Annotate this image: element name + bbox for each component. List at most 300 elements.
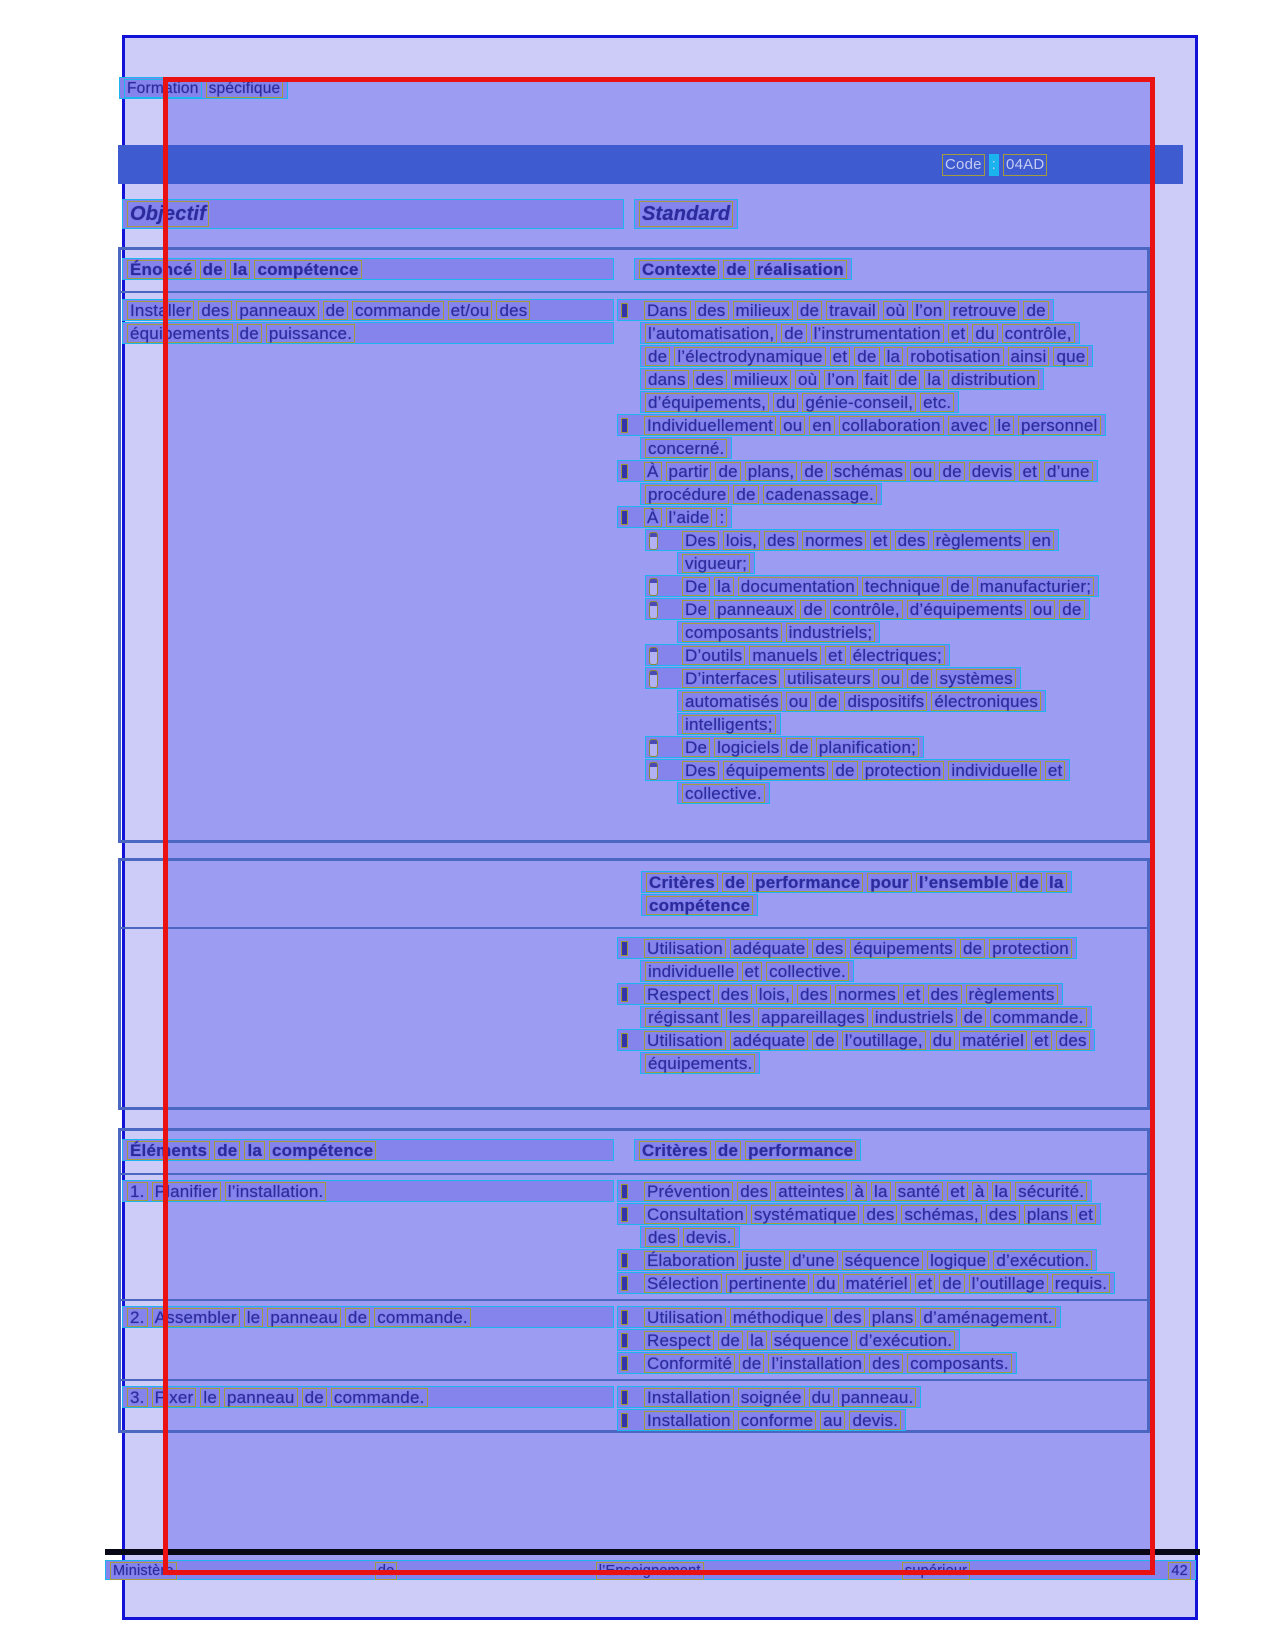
word-box: De (682, 738, 710, 757)
word-box: panneau (267, 1308, 341, 1327)
word-box: Standard (639, 201, 733, 227)
word-box: de (733, 485, 758, 504)
sub-bullet-marker (649, 601, 658, 619)
word-box: de (1023, 301, 1048, 320)
word-box: appareillages (758, 1008, 868, 1027)
word-box: de (237, 324, 262, 343)
word-box: Ministère (110, 1562, 177, 1580)
bullet-marker (621, 1310, 628, 1325)
bullet-line (617, 506, 732, 528)
bullet-line (617, 1386, 921, 1408)
word-box: robotisation (907, 347, 1003, 366)
word-box: individuelle (948, 761, 1041, 780)
word-box: d’équipements, (645, 393, 769, 412)
bullet-continuation-line (640, 322, 1080, 344)
table-row (121, 1173, 1147, 1299)
word-box: D’interfaces (682, 669, 780, 688)
word-box: de (723, 260, 749, 279)
word-box: plans (869, 1308, 917, 1327)
code-word-box: 04AD (1003, 154, 1047, 176)
word-box: intelligents; (682, 715, 776, 734)
standard-heading (634, 199, 738, 230)
word-box: de (214, 1141, 240, 1160)
word-box: équipements (723, 761, 829, 780)
criteres-cell (617, 1180, 1147, 1295)
word-box: plans, (745, 462, 798, 481)
word-box: Conformité (644, 1354, 735, 1373)
word-box: des (496, 301, 530, 320)
bullet-continuation-line (640, 1052, 760, 1074)
word-box: atteintes (775, 1182, 847, 1201)
word-box: de (801, 462, 826, 481)
word-box: panneau. (838, 1388, 917, 1407)
word-box: de (961, 1008, 986, 1027)
word-box: et (742, 962, 763, 981)
word-box: industriels; (786, 623, 876, 642)
word-box: des (1056, 1031, 1090, 1050)
bullet-line (645, 736, 924, 758)
word-box: distribution (948, 370, 1039, 389)
bullet-line (617, 414, 1106, 436)
word-box: l’outillage (969, 1274, 1048, 1293)
word-box: Installer (127, 301, 194, 320)
header-note (119, 77, 288, 100)
word-box: de (939, 1274, 964, 1293)
word-box: de (718, 1331, 743, 1350)
word-box: Formation (124, 79, 202, 98)
sub-bullet-marker (649, 670, 658, 688)
word-box: procédure (645, 485, 729, 504)
table-elements-header-row (121, 1131, 1147, 1173)
word-box: et (1019, 462, 1040, 481)
word-box: concerné. (645, 439, 727, 458)
bullet-line (617, 1249, 1097, 1271)
word-box: que (1053, 347, 1088, 366)
word-box: collective. (766, 962, 849, 981)
word-box: où (795, 370, 820, 389)
word-box: d’une (1044, 462, 1093, 481)
word-box: panneau (224, 1388, 298, 1407)
word-box: automatisés (682, 692, 782, 711)
word-box: d’exécution. (856, 1331, 955, 1350)
bullet-marker (621, 418, 628, 433)
element-line (122, 1180, 614, 1202)
word-box: de (375, 1562, 398, 1580)
word-box: des (764, 531, 798, 550)
word-box: l’installation. (225, 1182, 327, 1201)
word-box: conforme (738, 1411, 816, 1430)
word-box: séquence (842, 1251, 923, 1270)
element-line (122, 1386, 614, 1408)
word-box: 1. (127, 1182, 148, 1201)
word-box: des (831, 1308, 865, 1327)
word-box: cadenassage. (763, 485, 877, 504)
word-box: commande. (331, 1388, 428, 1407)
word-box: De (682, 600, 710, 619)
element-cell (121, 1386, 617, 1432)
word-box: d’aménagement. (920, 1308, 1055, 1327)
table-elements-col1-header (121, 1139, 617, 1173)
word-box: normes (835, 985, 899, 1004)
word-box: à (851, 1182, 867, 1201)
word-box: commande. (990, 1008, 1087, 1027)
word-box: et (947, 1182, 968, 1201)
word-box: logique (927, 1251, 989, 1270)
word-box: Utilisation (644, 1031, 726, 1050)
word-box: de (960, 939, 985, 958)
word-box: de (786, 738, 811, 757)
word-box: et (903, 985, 924, 1004)
word-box: l’Enseignement (596, 1562, 704, 1580)
word-box: règlements (933, 531, 1025, 550)
word-box: supérieur (902, 1562, 970, 1580)
word-box: Respect (644, 1331, 714, 1350)
word-box: réalisation (754, 260, 847, 279)
word-box: ou (910, 462, 935, 481)
word-box: et/ou (448, 301, 493, 320)
word-box: des (812, 939, 846, 958)
word-box: milieux (731, 370, 791, 389)
word-box: collective. (682, 784, 765, 803)
word-box: dispositifs (844, 692, 927, 711)
bullet-line (645, 667, 1021, 689)
word-box: l’automatisation, (645, 324, 777, 343)
word-box: des (986, 1205, 1020, 1224)
bullet-continuation-line (677, 690, 1046, 712)
element-cell (121, 1306, 617, 1375)
contexte-cell (617, 299, 1147, 805)
word-box: de (645, 347, 670, 366)
word-box: le (994, 416, 1014, 435)
word-box: du (930, 1031, 955, 1050)
word-box: de (895, 370, 920, 389)
standard-line (634, 199, 738, 229)
word-box: en (1029, 531, 1054, 550)
word-box: schémas, (901, 1205, 981, 1224)
word-box: composants. (907, 1354, 1012, 1373)
element-cell (121, 1180, 617, 1295)
word-box: la (871, 1182, 891, 1201)
sub-bullet-marker (649, 532, 658, 550)
sub-bullet-marker (649, 762, 658, 780)
word-box: pour (867, 873, 912, 892)
bullet-continuation-line (677, 782, 770, 804)
word-box: la (884, 347, 904, 366)
word-box: Des (682, 761, 719, 780)
word-box: : (716, 508, 727, 527)
word-box: protection (862, 761, 945, 780)
bullet-continuation-line (640, 345, 1093, 367)
footer-rule (105, 1549, 1200, 1555)
word-box: systématique (751, 1205, 860, 1224)
word-box: Utilisation (644, 1308, 726, 1327)
word-box: séquence (771, 1331, 852, 1350)
bullet-continuation-line (677, 713, 781, 735)
word-box: de (854, 347, 879, 366)
word-box: Éléments (127, 1141, 210, 1160)
table-elements (118, 1128, 1150, 1433)
word-box: santé (895, 1182, 944, 1201)
criteres-cell (617, 1386, 1147, 1432)
word-box: personnel (1018, 416, 1100, 435)
footer-line (105, 1560, 1196, 1580)
word-box: performance (752, 873, 863, 892)
word-box: des (797, 985, 831, 1004)
word-box: lois, (723, 531, 760, 550)
word-box: de (815, 692, 840, 711)
bullet-line (645, 598, 1090, 620)
bullet-continuation-line (640, 960, 854, 982)
word-box: équipements (127, 324, 233, 343)
bullet-continuation-line (677, 552, 755, 574)
word-box: des (695, 301, 729, 320)
word-box: la (230, 260, 251, 279)
word-box: À (644, 508, 662, 527)
bullet-line (617, 1409, 906, 1431)
word-box: ou (786, 692, 811, 711)
word-box: des (928, 985, 962, 1004)
word-box: vigueur; (682, 554, 750, 573)
word-box: Contexte (639, 260, 719, 279)
word-box: génie-conseil, (802, 393, 916, 412)
word-box: Utilisation (644, 939, 726, 958)
word-box: et (870, 531, 891, 550)
word-box: adéquate (730, 939, 809, 958)
word-box: des (718, 985, 752, 1004)
word-box: spécifique (206, 79, 284, 98)
word-box: devis. (849, 1411, 901, 1430)
word-box: de (800, 600, 825, 619)
word-box: la (992, 1182, 1012, 1201)
word-box: des (869, 1354, 903, 1373)
word-box: Dans (644, 301, 691, 320)
word-box: travail (826, 301, 879, 320)
word-box: systèmes (936, 669, 1015, 688)
word-box: des (895, 531, 929, 550)
bullet-line (617, 1029, 1095, 1051)
word-box: Sélection (644, 1274, 722, 1293)
column-header-line (634, 258, 852, 280)
table-row (121, 1379, 1147, 1436)
word-box: le (200, 1388, 220, 1407)
table-enonce-col1-header (121, 258, 617, 291)
word-box: ou (1030, 600, 1055, 619)
bullet-line (617, 1203, 1101, 1225)
word-box: De (682, 577, 710, 596)
word-box: planification; (816, 738, 919, 757)
code-word-box: Code (942, 154, 985, 176)
word-box: panneaux (236, 301, 318, 320)
word-box: collaboration (839, 416, 944, 435)
word-box: de (812, 1031, 837, 1050)
word-box: de (715, 462, 740, 481)
bullet-line (617, 983, 1063, 1005)
objectif-line (122, 199, 624, 229)
word-box: de (907, 669, 932, 688)
word-box: le (244, 1308, 264, 1327)
word-box: Consultation (644, 1205, 747, 1224)
word-box: dans (645, 370, 689, 389)
section-header-line (641, 894, 758, 916)
word-box: ou (780, 416, 805, 435)
word-box: protection (989, 939, 1072, 958)
word-box: des (645, 1228, 679, 1247)
criteres-ensemble-body-row (121, 929, 1147, 1075)
bullet-line (617, 1272, 1115, 1294)
table-row (121, 1299, 1147, 1379)
word-box: de (345, 1308, 370, 1327)
bullet-line (645, 529, 1059, 551)
criteres-ensemble-header (617, 871, 1147, 927)
word-box: les (726, 1008, 754, 1027)
sub-bullet-marker (649, 647, 658, 665)
word-box: des (863, 1205, 897, 1224)
column-header-line (634, 1139, 861, 1161)
word-box: de (781, 324, 806, 343)
table-elements-col2-header (617, 1139, 1147, 1173)
word-box: Installation (644, 1388, 734, 1407)
word-box: de (1016, 873, 1042, 892)
word-box: au (820, 1411, 845, 1430)
word-box: l’instrumentation (811, 324, 944, 343)
word-box: de (715, 1141, 741, 1160)
word-box: ou (878, 669, 903, 688)
word-box: la (747, 1331, 767, 1350)
word-box: lois, (756, 985, 793, 1004)
word-box: Des (682, 531, 719, 550)
word-box: la (1046, 873, 1067, 892)
word-box: règlements (966, 985, 1058, 1004)
word-box: commande (352, 301, 444, 320)
word-box: et (1031, 1031, 1052, 1050)
word-box: composants (682, 623, 782, 642)
bullet-continuation-line (677, 621, 880, 643)
sub-bullet-marker (649, 578, 658, 596)
element-line (122, 1306, 614, 1328)
word-box: électriques; (850, 646, 945, 665)
word-box: des (198, 301, 232, 320)
word-box: Installation (644, 1411, 734, 1430)
word-box: Critères (646, 873, 718, 892)
word-box: d’équipements (907, 600, 1026, 619)
bullet-line (617, 460, 1098, 482)
word-box: de (939, 462, 964, 481)
word-box: de (797, 301, 822, 320)
code-banner-text (940, 153, 1049, 176)
word-box: méthodique (730, 1308, 827, 1327)
word-box: Fixer (152, 1388, 197, 1407)
word-box: en (809, 416, 834, 435)
bullet-marker (621, 941, 628, 956)
bullet-marker (621, 510, 628, 525)
word-box: et (830, 347, 851, 366)
footer (105, 1560, 1196, 1581)
word-box: des (693, 370, 727, 389)
word-box: du (809, 1388, 834, 1407)
word-box: milieux (733, 301, 793, 320)
header-note-line (119, 77, 288, 99)
bullet-marker (621, 1333, 628, 1348)
word-box: et (915, 1274, 936, 1293)
word-box: etc. (920, 393, 954, 412)
bullet-line (617, 1352, 1017, 1374)
word-box: soignée (738, 1388, 805, 1407)
word-box: À (644, 462, 662, 481)
word-box: industriels (872, 1008, 957, 1027)
word-box: juste (742, 1251, 785, 1270)
word-box: fait (862, 370, 891, 389)
word-box: et (1045, 761, 1066, 780)
table-enonce-col2-header (617, 258, 1147, 291)
word-box: partir (666, 462, 712, 481)
bullet-line (645, 575, 1099, 597)
bullet-marker (621, 1033, 628, 1048)
word-box: schémas (831, 462, 906, 481)
word-box: de (947, 577, 972, 596)
word-box: individuelle (645, 962, 738, 981)
word-box: puissance. (266, 324, 355, 343)
word-box: Assembler (152, 1308, 240, 1327)
bullet-marker (621, 1276, 628, 1291)
table-criteres-ensemble (118, 858, 1150, 1110)
word-box: panneaux (714, 600, 796, 619)
word-box: avec (948, 416, 991, 435)
criteres-ensemble-cell (617, 937, 1147, 1075)
competence-line (122, 299, 614, 321)
word-box: de (722, 873, 748, 892)
competence-line (122, 322, 614, 344)
bullet-line (617, 1329, 960, 1351)
word-box: l’outillage, (842, 1031, 926, 1050)
bullet-marker (621, 1184, 628, 1199)
word-box: des (737, 1182, 771, 1201)
code-banner (118, 145, 1183, 184)
word-box: d’une (789, 1251, 838, 1270)
bullet-marker (621, 1253, 628, 1268)
bullet-continuation-line (640, 391, 959, 413)
bullet-line (617, 299, 1054, 321)
bullet-marker (621, 1356, 628, 1371)
word-box: devis. (683, 1228, 735, 1247)
word-box: du (813, 1274, 838, 1293)
word-box: utilisateurs (784, 669, 874, 688)
empty-cell (121, 871, 617, 927)
word-box: Énoncé (127, 260, 196, 279)
column-header-line (122, 1139, 614, 1161)
word-box: l’ensemble (916, 873, 1012, 892)
empty-cell (121, 937, 617, 1075)
word-box: la (714, 577, 734, 596)
column-header-line (122, 258, 614, 280)
word-box: du (773, 393, 798, 412)
bullet-line (617, 937, 1077, 959)
word-box: plans (1024, 1205, 1072, 1224)
word-box: l’aide (666, 508, 713, 527)
bullet-marker (621, 303, 628, 318)
bullet-line (645, 644, 950, 666)
word-box: l’on (824, 370, 857, 389)
bullet-marker (621, 1207, 628, 1222)
word-box: Individuellement (644, 416, 776, 435)
bullet-line (617, 1306, 1061, 1328)
sub-bullet-marker (649, 739, 658, 757)
word-box: de (832, 761, 857, 780)
word-box: technique (862, 577, 944, 596)
word-box: l’on (912, 301, 945, 320)
bullet-continuation-line (640, 483, 882, 505)
word-box: et (825, 646, 846, 665)
bullet-marker (621, 987, 628, 1002)
